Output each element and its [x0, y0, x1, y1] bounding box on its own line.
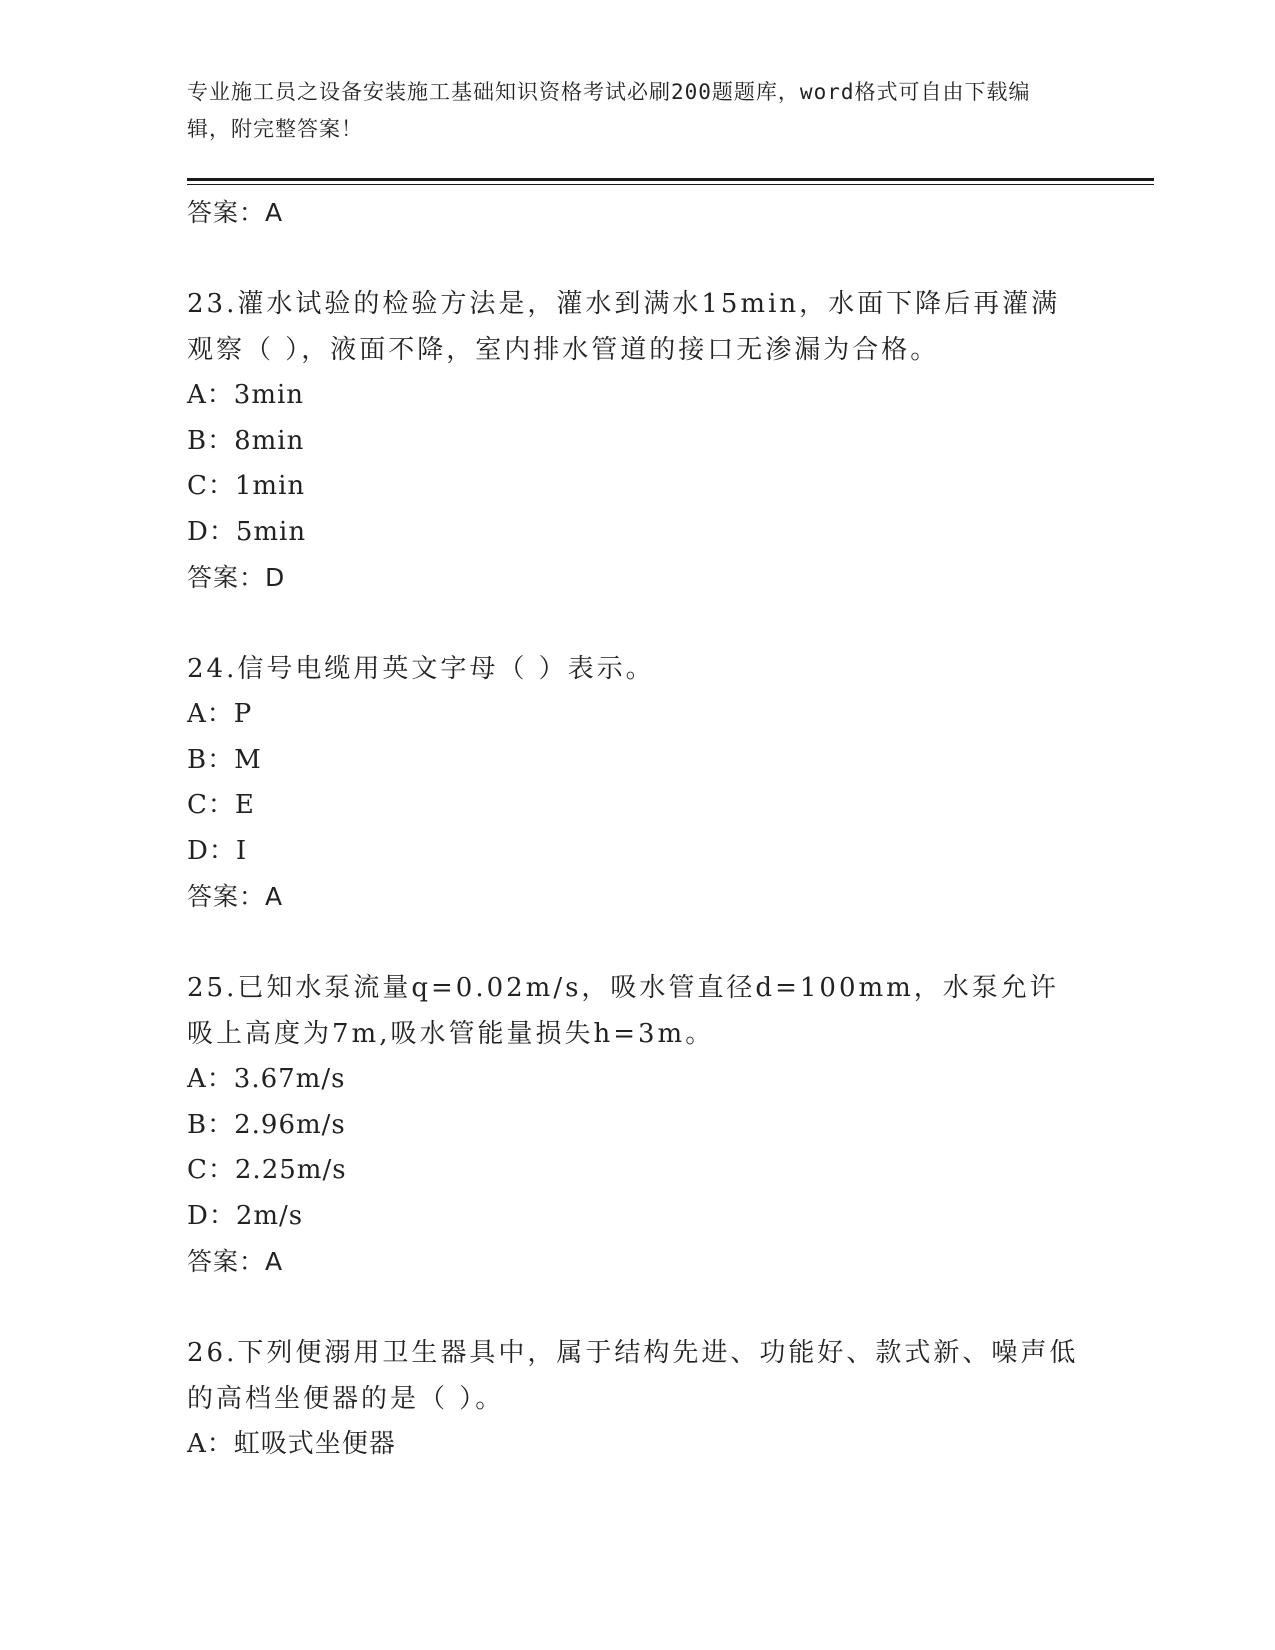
question-text: 25.已知水泵流量q=0.02m/s，吸水管直径d=100mm，水泵允许吸上高度为7m,吸水管能量损失h=3m。 — [187, 973, 1059, 1049]
option-b: B：M — [187, 744, 262, 775]
option-b: B：8min — [187, 425, 305, 456]
option-c: C：2.25m/s — [187, 1155, 347, 1185]
question-block — [187, 646, 1087, 920]
question-text: 24.信号电缆用英文字母（ ）表示。 — [187, 654, 655, 684]
header-divider-thin — [187, 184, 1154, 185]
question-text: 23.灌水试验的检验方法是，灌水到满水15min，水面下降后再灌满观察（ ），液面不降，室内排水管道的接口无渗漏为合格。 — [187, 289, 1061, 365]
answer-line: 答案：A — [187, 882, 284, 911]
option-a: A：虹吸式坐便器 — [187, 1429, 396, 1459]
option-c: C：1min — [187, 471, 306, 501]
option-b: B：2.96m/s — [187, 1109, 346, 1140]
option-a: A：3min — [187, 380, 305, 410]
header-divider-thick — [187, 178, 1154, 181]
document-header: 专业施工员之设备安装施工基础知识资格考试必刷200题题库，word格式可自由下载编辑，附完整答案！ — [187, 80, 1031, 141]
option-d: D：5min — [187, 516, 307, 547]
question-block — [187, 281, 1087, 601]
option-a: A：3.67m/s — [187, 1064, 346, 1094]
question-text: 26.下列便溺用卫生器具中，属于结构先进、功能好、款式新、噪声低的高档坐便器的是（ ）。 — [187, 1338, 1079, 1414]
option-a: A：P — [187, 699, 253, 729]
option-c: C：E — [187, 790, 255, 820]
question-block — [187, 1330, 1087, 1468]
option-d: D：2m/s — [187, 1200, 304, 1231]
answer-line: 答案：A — [187, 198, 284, 227]
answer-line: 答案：D — [187, 563, 286, 592]
option-d: D：I — [187, 835, 248, 866]
question-list — [187, 190, 1087, 1468]
answer-line: 答案：A — [187, 1247, 284, 1276]
question-block — [187, 965, 1087, 1285]
